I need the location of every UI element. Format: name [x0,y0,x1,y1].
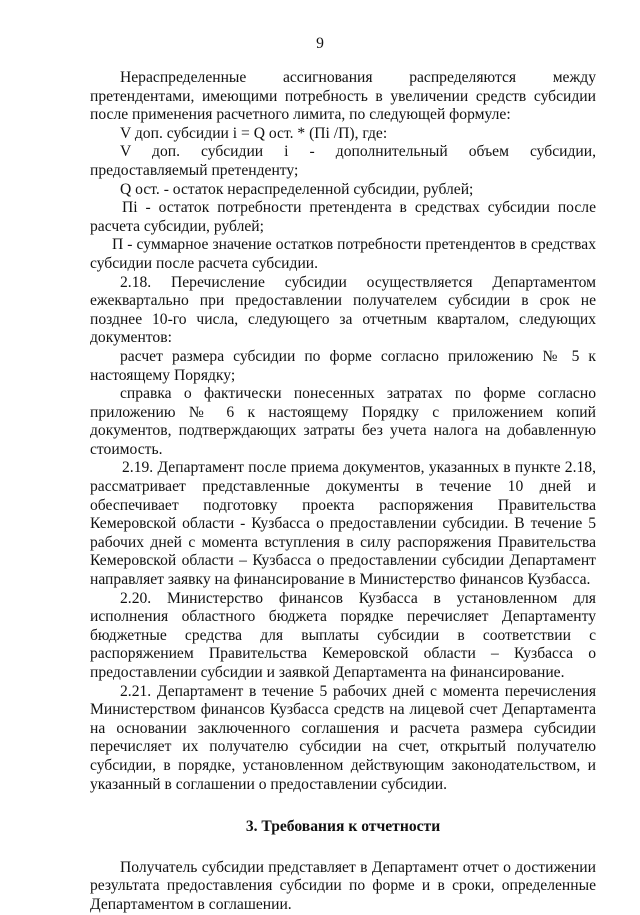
paragraph-reporting: Получатель субсидии представляет в Департамент отчет о достижении результата предоставления субсидии по форме и в сроки, определенные Департаментом в соглашении. [90,858,596,913]
paragraph-unallocated-funds: Нераспределенные ассигнования распределяются между претендентами, имеющими потребность в увеличении средств субсидии после применения расчетного лимита, по следующей формуле: [90,69,596,124]
section-heading: 3. Требования к отчетности [245,818,441,836]
paragraph-2-19: 2.19. Департамент после приема документов, указанных в пункте 2.18, рассматривает представленные документы в течение 10 дней и обеспечивает подготовку проекта распоряжения Правительства Кемеровской области - Кузбасса о предоставлении субсидии. В течение 5 рабочих дней с момента вступления в силу распоряжения Правительства Кемеровской области – Кузбасса о предоставлении субсидии Департамент направляет заявку на финансирование в Министерство финансов Кузбасса. [90,459,596,589]
page-number: 9 [316,35,324,52]
paragraph-2-18: 2.18. Перечисление субсидии осуществляется Департаментом ежеквартально при предоставлении получателем субсидии в срок не позднее 10-го числа, следующего за отчетным кварталом, следующих документов: [90,273,596,347]
paragraph-formula: V доп. субсидии i = Q ост. * (Пi /П), где: [120,124,388,142]
paragraph-2-20: 2.20. Министерство финансов Кузбасса в установленном для исполнения областного бюджета порядке перечисляет Департаменту бюджетные средства для выплаты субсидии в соответствии с распоряжением Правительства Кемеровской области – Кузбасса о предоставлении субсидии и заявкой Департамента на финансирование. [90,589,596,681]
paragraph-def-q: Q ост. - остаток нераспределенной субсидии, рублей; [120,180,474,198]
paragraph-2-21: 2.21. Департамент в течение 5 рабочих дней с момента перечисления Министерством финансов Кузбасса средств на лицевой счет Департамента на основании заключенного соглашения и расчета размера субсидии перечисляет их получателю субсидии на счет, открытый получателю субсидии, в порядке, установленном действующим законодательством, и указанный в соглашении о предоставлении субсидии. [90,682,596,793]
paragraph-def-p: П - суммарное значение остатков потребности претендентов в средствах субсидии после расчета субсидии. [90,236,596,272]
paragraph-2-18-calc: расчет размера субсидии по форме согласно приложению № 5 к настоящему Порядку; [90,347,596,384]
paragraph-def-pi: Пi - остаток потребности претендента в средствах субсидии после расчета субсидии, рублей; [90,199,596,235]
paragraph-2-18-certificate: справка о фактически понесенных затратах по форме согласно приложению № 6 к настоящему Порядку с приложением копий документов, подтверждающих затраты без учета налога на добавленную стоимость. [90,385,596,458]
paragraph-def-v: V доп. субсидии i - дополнительный объем субсидии, предоставляемый претенденту; [90,143,596,179]
document-body [90,69,596,915]
